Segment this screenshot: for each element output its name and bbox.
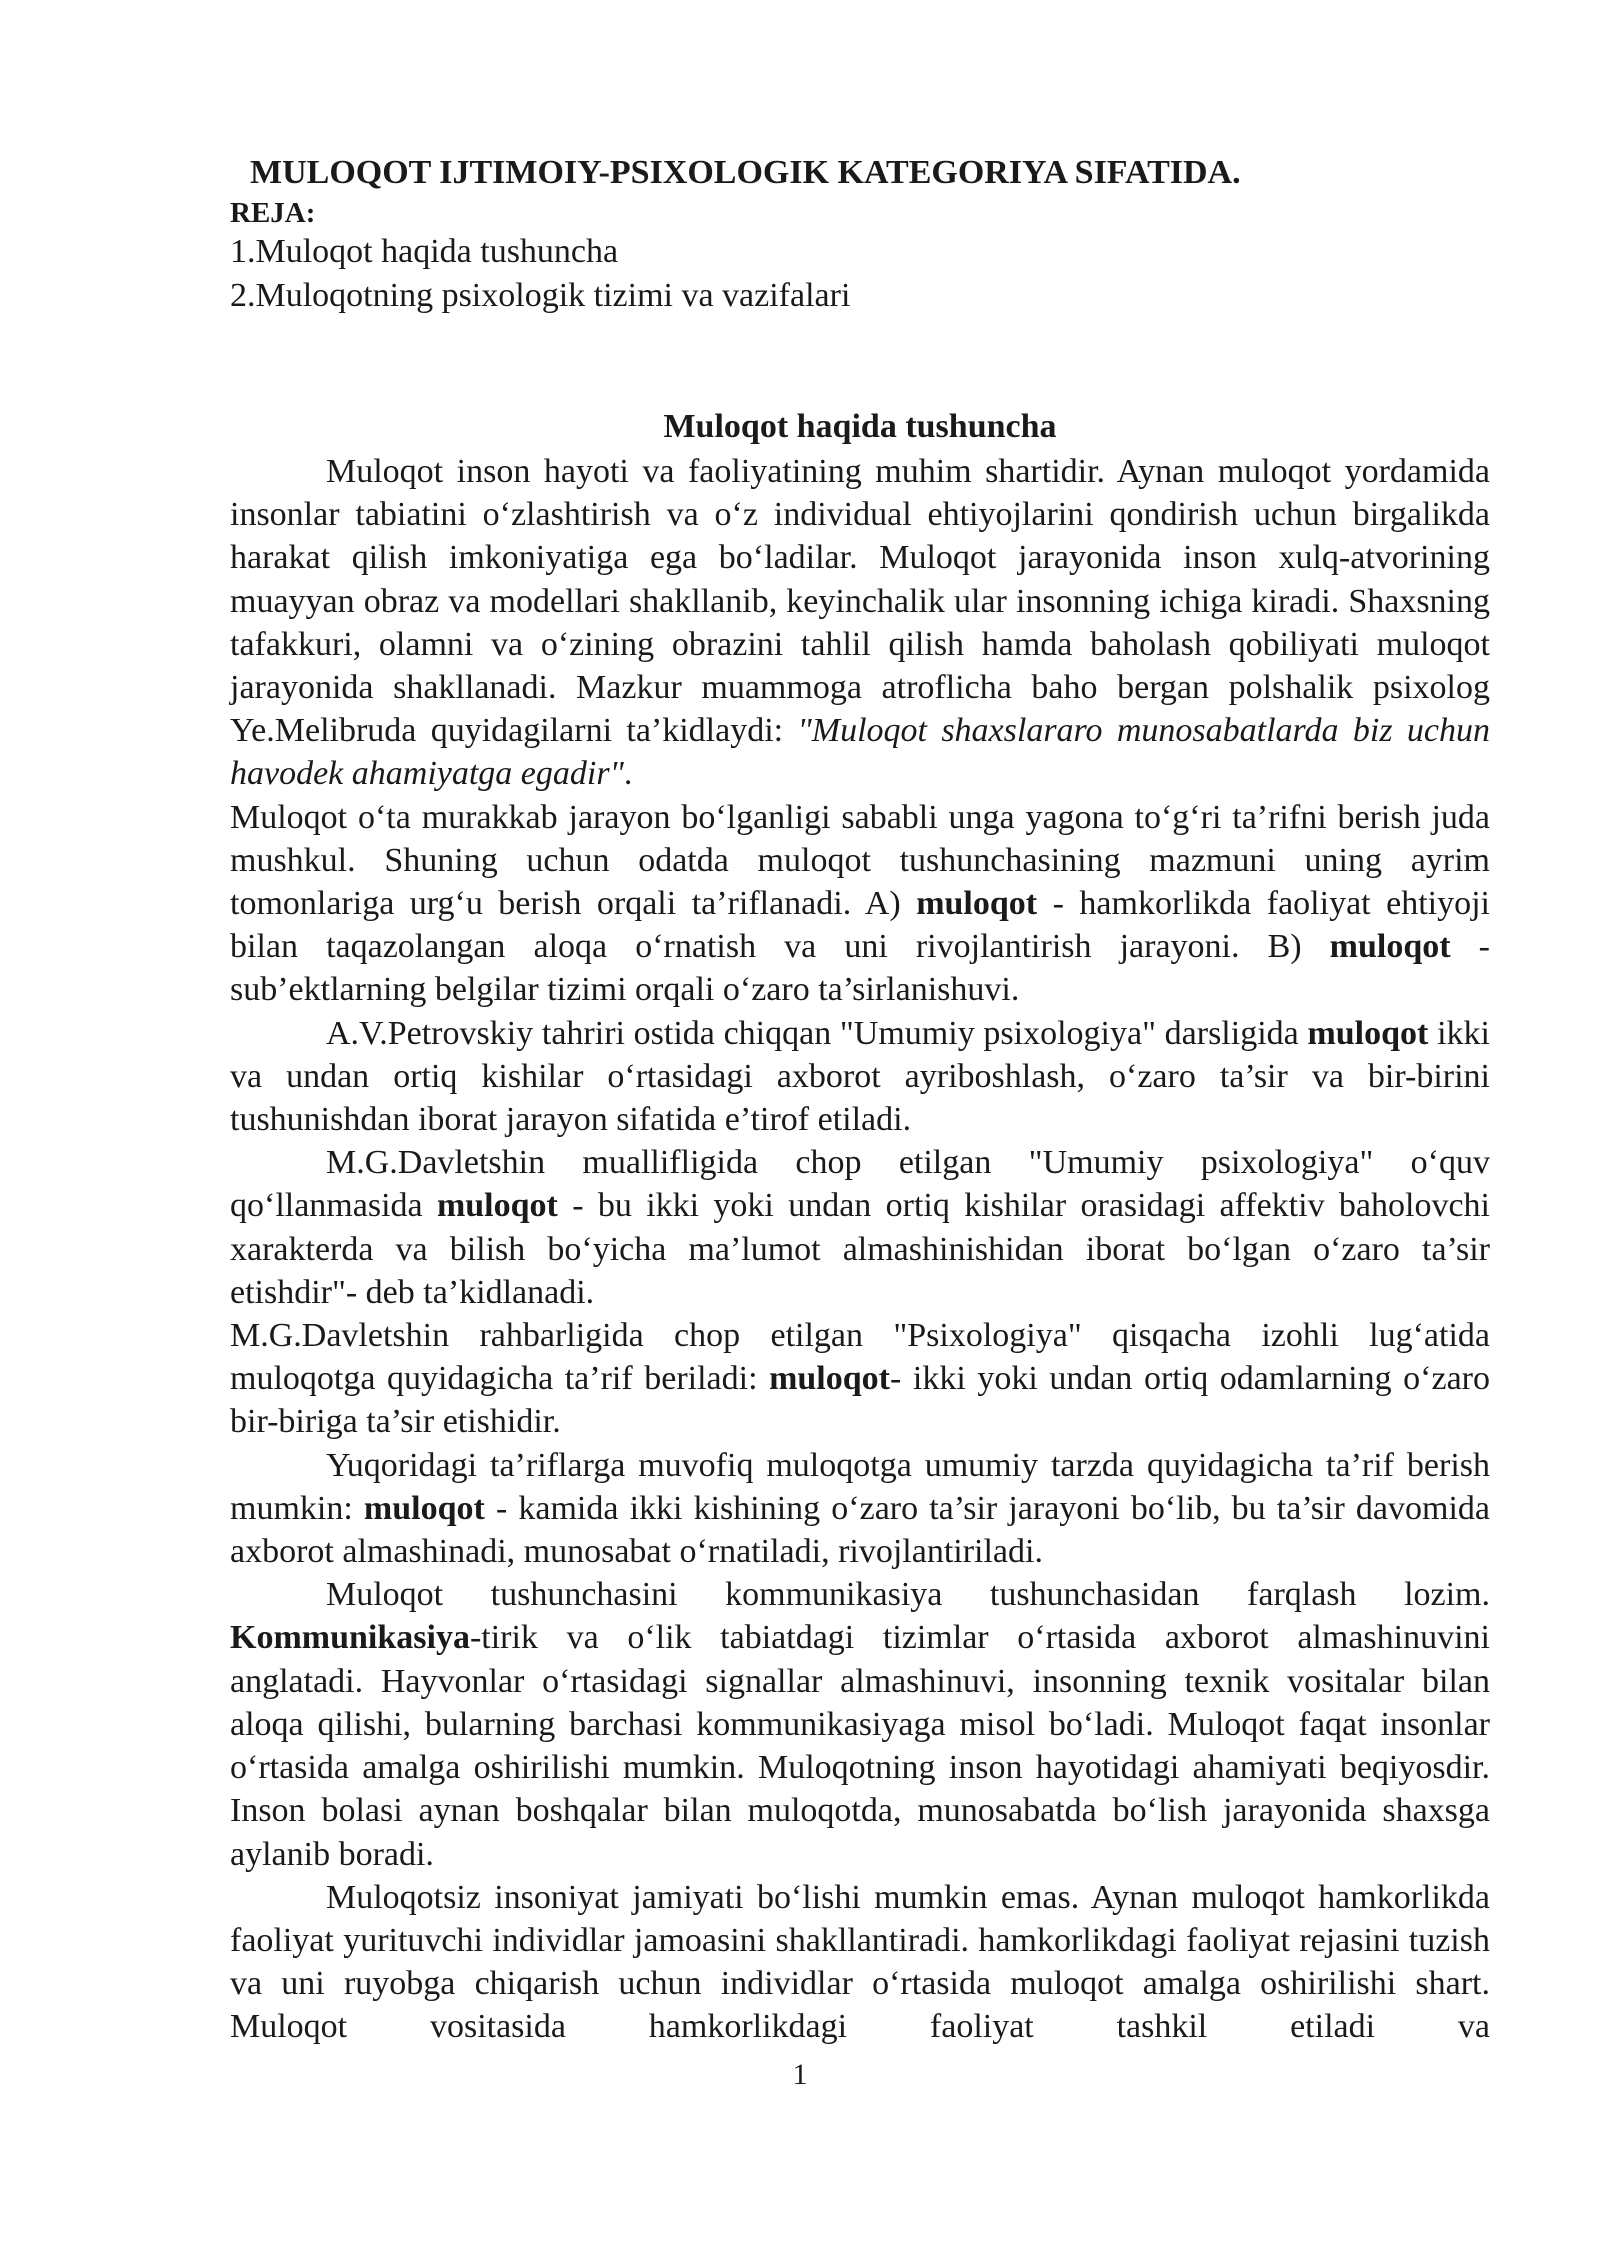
paragraph-4 <box>230 1141 1490 1314</box>
paragraph-3-start: A.V.Petrovskiy tahriri ostida chiqqan "Umumiy psixologiya" darsligida <box>326 1014 1308 1052</box>
paragraph-7 <box>230 1573 1490 1875</box>
paragraph-8-text: Muloqotsiz insoniyat jamiyati bo‘lishi mumkin emas. Aynan muloqot hamkorlikda faoliyat yurituvchi individlar jamoasini shakllantiradi. hamkorlikdagi faoliyat rejasini tuzish va uni ruyobga chiqarish uchun individlar o‘rtasida muloqot amalga oshirilishi shart. Muloqot vositasida hamkorlikdagi faoliyat tashkil etiladi va <box>230 1878 1490 2046</box>
paragraph-6 <box>230 1444 1490 1574</box>
paragraph-1-quote: "Muloqot shaxslararo munosabatlarda biz uchun havodek ahamiyatga egadir" <box>230 712 1490 793</box>
paragraph-7-start: Muloqot tushunchasini kommunikasiya tushunchasidan farqlash lozim. <box>326 1576 1490 1614</box>
section-heading: Muloqot haqida tushuncha <box>663 408 1057 445</box>
paragraph-5 <box>230 1314 1490 1444</box>
paragraph-4-term: muloqot <box>436 1187 558 1225</box>
paragraph-2-def-b: - sub’ektlarning belgilar tizimi orqali o‘zaro ta’sirlanishuvi. <box>230 928 1490 1009</box>
paragraph-2 <box>230 796 1490 1012</box>
plan-label: REJA: <box>230 197 316 229</box>
paragraph-4-start: M.G.Davletshin muallifligida chop etilgan "Umumiy psixologiya" o‘quv qo‘llanmasida <box>230 1144 1490 1225</box>
paragraph-4-end: - bu ikki yoki undan ortiq kishilar orasidagi affektiv baholovchi xarakterda va bilish bo‘yicha ma’lumot almashinishidan iborat bo‘lgan o‘zaro ta’sir etishdir"- deb ta’kidlanadi. <box>230 1187 1490 1311</box>
plan-item-1: 1.Muloqot haqida tushuncha <box>230 233 619 270</box>
paragraph-2-term-a: muloqot <box>916 885 1038 923</box>
paragraph-1 <box>230 450 1490 796</box>
paragraph-6-start: Yuqoridagi ta’riflarga muvofiq muloqotga umumiy tarzda quyidagicha ta’rif berish mumkin: <box>230 1446 1490 1527</box>
paragraph-3-term: muloqot <box>1307 1014 1429 1052</box>
paragraph-2-def-a: - hamkorlikda faoliyat ehtiyoji bilan taqazolangan aloqa o‘rnatish va uni rivojlantirish jarayoni. B) <box>230 885 1490 966</box>
paragraph-5-term: muloqot <box>769 1360 890 1398</box>
plan-item-2: 2.Muloqotning psixologik tizimi va vazifalari <box>230 277 851 314</box>
paragraph-3 <box>230 1012 1490 1142</box>
paragraph-1-text: Muloqot inson hayoti va faoliyatining muhim shartidir. Aynan muloqot yordamida insonlar tabiatini o‘zlashtirish va o‘z individual ehtiyojlarini qondirish uchun birgalikda harakat qilish imkoniyatiga ega bo‘ladilar. Muloqot jarayonida inson xulq-atvorining muayyan obraz va modellari shakllanib, keyinchalik ular insonning ichiga kiradi. Shaxsning tafakkuri, olamni va o‘zining obrazini tahlil qilish hamda baholash qobiliyati muloqot jarayonida shakllanadi. Mazkur muammoga atroflicha baho bergan polshalik psixolog Ye.Melibruda quyidagilarni ta’kidlaydi: <box>230 453 1490 750</box>
paragraph-2-text: Muloqot o‘ta murakkab jarayon bo‘lganligi sababli unga yagona to‘g‘ri ta’rifni berish juda mushkul. Shuning uchun odatda muloqot tushunchasining mazmuni uning ayrim tomonlariga urg‘u berish orqali ta’riflanadi. A) <box>230 798 1490 923</box>
paragraph-5-start: M.G.Davletshin rahbarligida chop etilgan "Psixologiya" qisqacha izohli lug‘atida muloqotga quyidagicha ta’rif beriladi: <box>230 1317 1490 1398</box>
paragraph-1-end: . <box>623 755 633 793</box>
document-page <box>230 150 1490 2049</box>
page-number: 1 <box>792 2058 808 2091</box>
paragraph-2-term-b: muloqot <box>1329 928 1451 966</box>
paragraph-6-end: - kamida ikki kishining o‘zaro ta’sir jarayoni bo‘lib, bu ta’sir davomida axborot almashinadi, munosabat o‘rnatiladi, rivojlantiriladi. <box>230 1489 1490 1571</box>
paragraph-8 <box>230 1876 1490 2049</box>
document-title: MULOQOT IJTIMOIY-PSIXOLOGIK KATEGORIYA SIFATIDA. <box>250 154 1241 191</box>
paragraph-5-end: - ikki yoki undan ortiq odamlarning o‘zaro bir-biriga ta’sir etishidir. <box>230 1360 1490 1441</box>
paragraph-3-end: ikki va undan ortiq kishilar o‘rtasidagi axborot ayriboshlash, o‘zaro ta’sir va bir-birini tushunishdan iborat jarayon sifatida e’tirof etiladi. <box>230 1014 1490 1139</box>
paragraph-7-end: -tirik va o‘lik tabiatdagi tizimlar o‘rtasida axborot almashinuvini anglatadi. Hayvonlar o‘rtasidagi signallar almashinuvi, insonning texnik vositalar bilan aloqa qilishi, bularning barchasi kommunikasiyaga misol bo‘ladi. Muloqot faqat insonlar o‘rtasida amalga oshirilishi mumkin. Muloqotning inson hayotidagi ahamiyati beqiyosdir. Inson bolasi aynan boshqalar bilan muloqotda, munosabatda bo‘lish jarayonida shaxsga aylanib boradi. <box>230 1619 1490 1873</box>
paragraph-7-term: Kommunikasiya <box>230 1619 470 1657</box>
paragraph-6-term: muloqot <box>363 1489 485 1527</box>
